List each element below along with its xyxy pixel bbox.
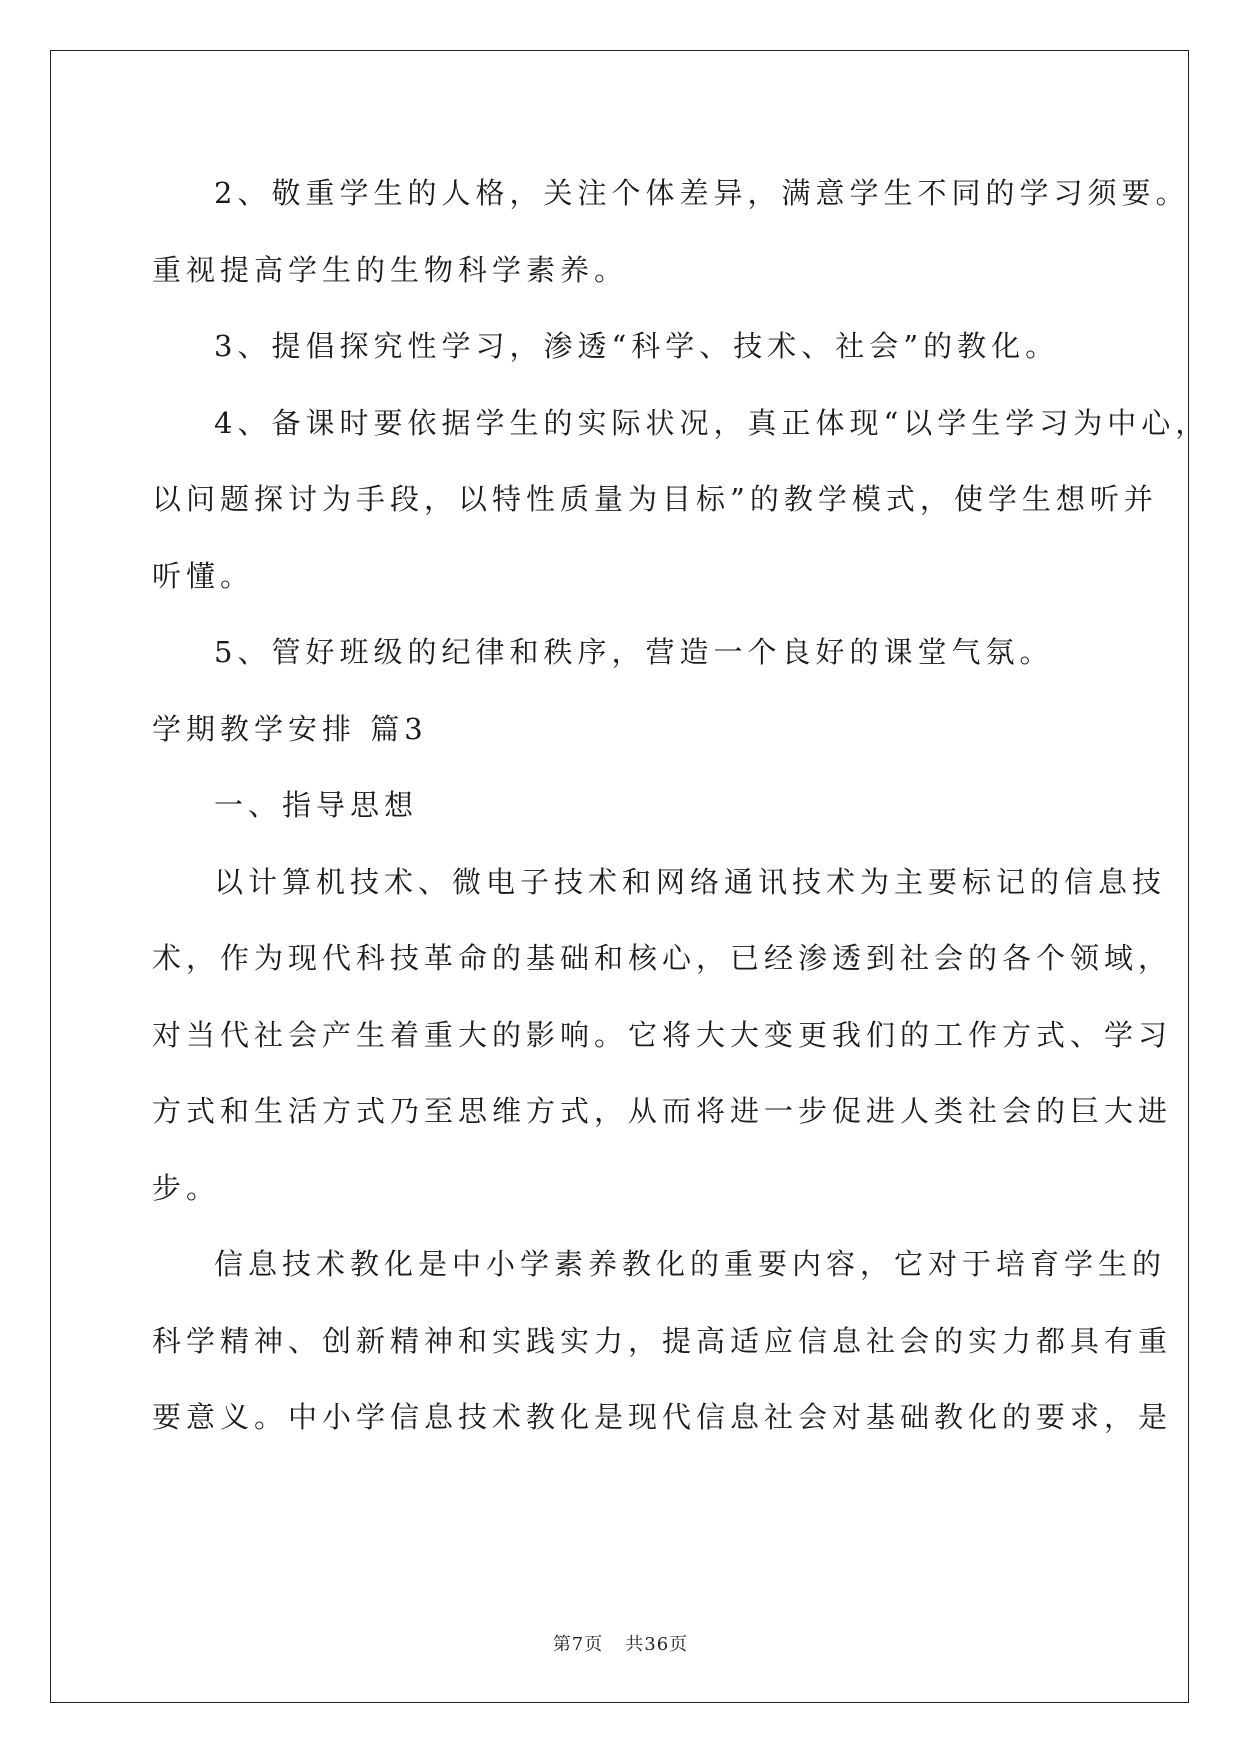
paragraph-line: 步。 bbox=[152, 1170, 221, 1205]
paragraph-line: 5、管好班级的纪律和秩序，营造一个良好的课堂气氛。 bbox=[214, 635, 1054, 669]
paragraph-line: 以问题探讨为手段，以特性质量为目标”的教学模式，使学生想听并 bbox=[152, 482, 1158, 516]
subsection-heading: 一、指导思想 bbox=[214, 788, 419, 822]
page-footer bbox=[0, 1630, 1241, 1656]
paragraph-line: 术，作为现代科技革命的基础和核心，已经渗透到社会的各个领域， bbox=[152, 941, 1173, 975]
paragraph-line: 要意义。中小学信息技术教化是现代信息社会对基础教化的要求，是 bbox=[152, 1400, 1173, 1434]
paragraph-line: 2、敬重学生的人格，关注个体差异，满意学生不同的学习须要。 bbox=[214, 176, 1190, 210]
page-number: 第7页 bbox=[552, 1634, 604, 1655]
document-body bbox=[152, 155, 1210, 1456]
paragraph-line: 3、提倡探究性学习，渗透“科学、技术、社会”的教化。 bbox=[214, 329, 1060, 363]
paragraph-line: 以计算机技术、微电子技术和网络通讯技术为主要标记的信息技 bbox=[214, 864, 1167, 899]
page-total: 共36页 bbox=[625, 1634, 689, 1655]
paragraph-line: 4、备课时要依据学生的实际状况，真正体现“以学生学习为中心， bbox=[214, 405, 1210, 440]
paragraph-line: 方式和生活方式乃至思维方式，从而将进一步促进人类社会的巨大进 bbox=[152, 1094, 1173, 1128]
paragraph-line: 对当代社会产生着重大的影响。它将大大变更我们的工作方式、学习 bbox=[152, 1017, 1173, 1052]
paragraph-line: 重视提高学生的生物科学素养。 bbox=[152, 252, 629, 287]
paragraph-line: 科学精神、创新精神和实践实力，提高适应信息社会的实力都具有重 bbox=[152, 1323, 1173, 1358]
paragraph-line: 听懂。 bbox=[152, 558, 255, 593]
paragraph-line: 信息技术教化是中小学素养教化的重要内容，它对于培育学生的 bbox=[214, 1247, 1167, 1281]
section-heading: 学期教学安排 篇3 bbox=[152, 711, 428, 746]
